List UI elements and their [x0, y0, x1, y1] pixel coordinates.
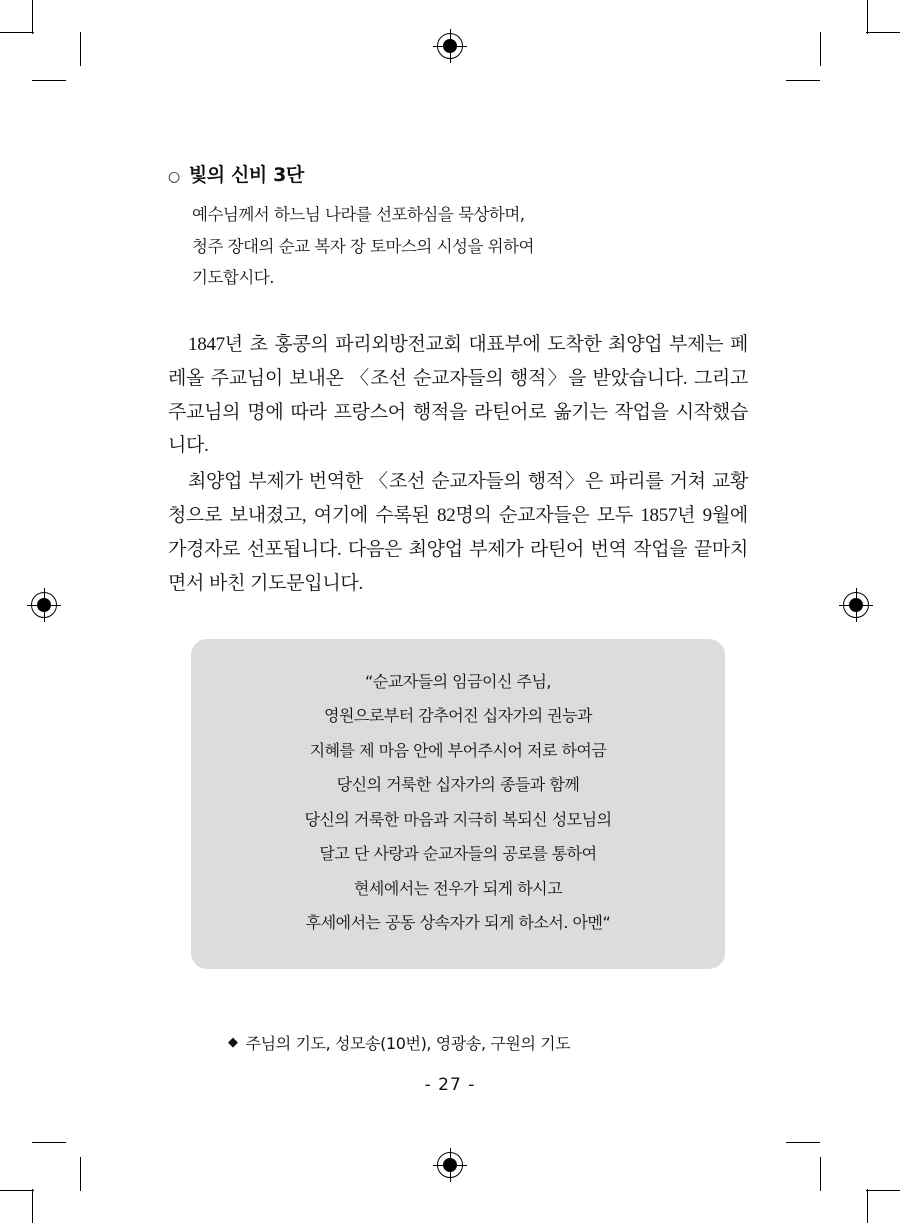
- prayer-line: 당신의 거룩한 십자가의 종들과 함께: [336, 775, 580, 795]
- diamond-bullet-icon: ◆: [228, 1034, 238, 1050]
- prayer-line: 당신의 거룩한 마음과 지극히 복되신 성모님의: [304, 809, 612, 829]
- prayer-line: 영원으로부터 감추어진 십자가의 권능과: [323, 706, 592, 726]
- crop-mark: [867, 1189, 868, 1223]
- crop-mark: [820, 1157, 821, 1191]
- intention-line: 청주 장대의 순교 복자 장 토마스의 시성을 위하여: [192, 236, 534, 256]
- circle-bullet-icon: ○: [168, 169, 180, 185]
- crop-mark: [32, 0, 33, 34]
- page-content: [168, 160, 748, 1054]
- registration-mark-right: [843, 592, 869, 618]
- intention-line: 기도합시다.: [192, 268, 274, 288]
- registration-mark-left: [31, 592, 57, 618]
- crop-mark: [0, 32, 34, 33]
- crop-mark: [0, 1190, 34, 1191]
- prayer-line: 지혜를 제 마음 안에 부어주시어 저로 하여금: [309, 740, 607, 760]
- crop-mark: [32, 80, 66, 81]
- intention-line: 예수님께서 하느님 나라를 선포하심을 묵상하며,: [192, 205, 525, 224]
- crop-mark: [80, 32, 81, 66]
- crop-mark: [32, 1189, 33, 1223]
- prayer-line: “순교자들의 임금이신 주님,: [364, 671, 552, 691]
- crop-mark: [786, 80, 820, 81]
- crop-mark: [786, 1142, 820, 1143]
- prayer-quote-box: [191, 639, 725, 969]
- registration-mark-top: [437, 33, 463, 59]
- crop-mark: [80, 1157, 81, 1191]
- prayer-line: 후세에서는 공동 상속자가 되게 하소서. 아멘“: [305, 913, 611, 933]
- page-number: - 27 -: [424, 1075, 476, 1095]
- crop-mark: [866, 32, 900, 33]
- crop-mark: [32, 1142, 66, 1143]
- prayer-line: 현세에서는 전우가 되게 하시고: [353, 878, 563, 898]
- registration-mark-bottom: [437, 1152, 463, 1178]
- crop-mark: [820, 32, 821, 66]
- intention-block: [192, 199, 748, 294]
- crop-mark: [867, 0, 868, 34]
- body-paragraph: 최양업 부제가 번역한 〈조선 순교자들의 행적〉은 파리를 거쳐 교황청으로 보내졌고, 여기에 수록된 82명의 순교자들은 모두 1857년 9월에 가경자로 선포됩니다. 다음은 최양업 부제가 라틴어 번역 작업을 끝마치면서 바친 기도문입니다.: [168, 471, 748, 594]
- section-heading: [168, 160, 748, 187]
- closing-note-text: 주님의 기도, 성모송(10번), 영광송, 구원의 기도: [245, 1033, 571, 1053]
- prayer-line: 달고 단 사랑과 순교자들의 공로를 통하여: [319, 844, 597, 864]
- closing-note: [228, 1031, 748, 1054]
- section-title: 빛의 신비 3단: [188, 164, 304, 186]
- crop-mark: [866, 1190, 900, 1191]
- body-paragraph: 1847년 초 홍콩의 파리외방전교회 대표부에 도착한 최양업 부제는 페레올 주교님이 보내온 〈조선 순교자들의 행적〉을 받았습니다. 그리고 주교님의 명에 따라 프랑스어 행적을 라틴어로 옮기는 작업을 시작했습니다.: [168, 334, 748, 457]
